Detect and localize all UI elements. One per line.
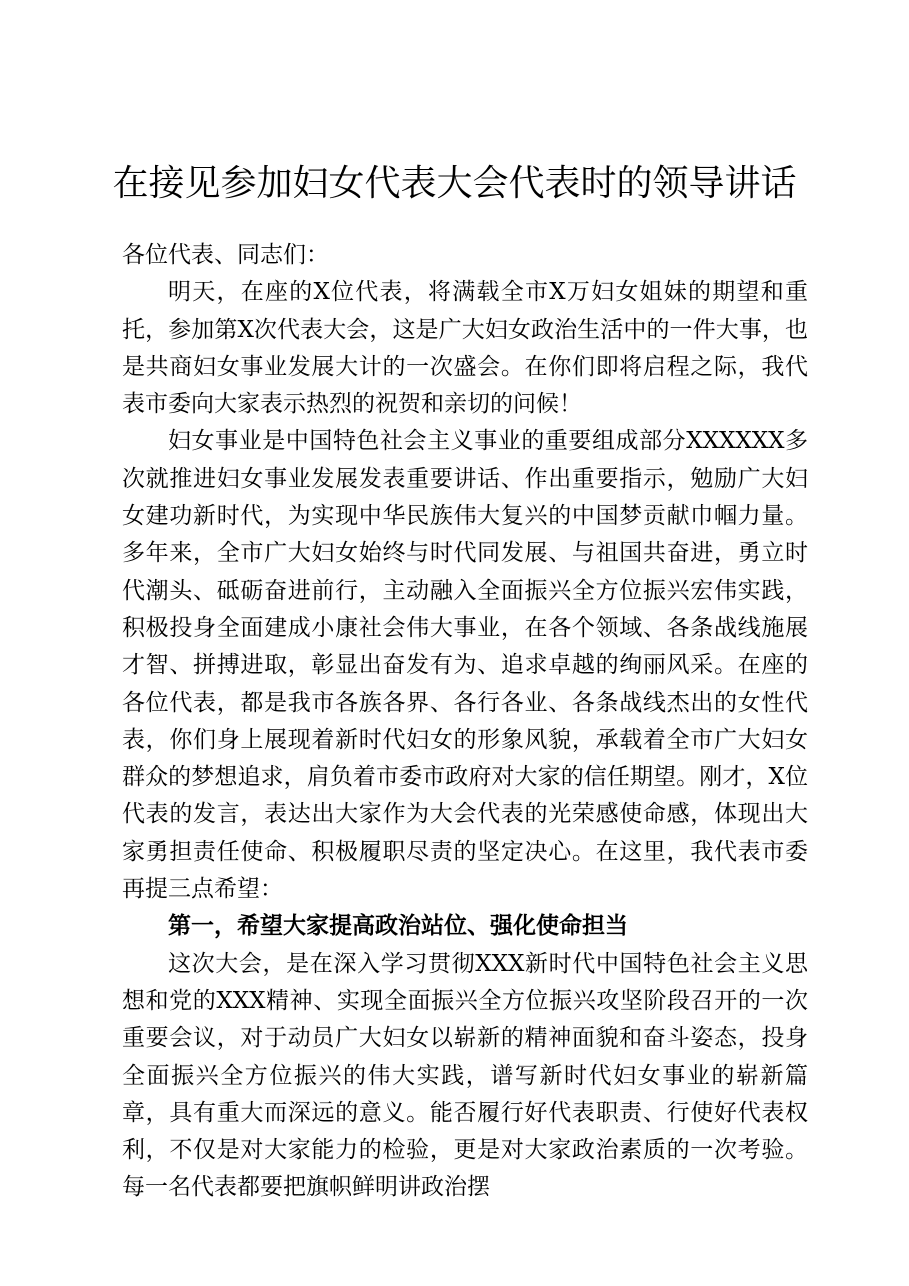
document-title: 在接见参加妇女代表大会代表时的领导讲话 [112, 163, 797, 204]
paragraph-2: 妇女事业是中国特色社会主义事业的重要组成部分XXXXXX多次就推进妇女事业发展发表重要讲话、作出重要指示，勉励广大妇女建功新时代，为实现中华民族伟大复兴的中国梦贡献巾帼力量。多年来，全市广大妇女始终与时代同发展、与祖国共奋进，勇立时代潮头、砥砺奋进前行，主动融入全面振兴全方位振兴宏伟实践，积极投身全面建成小康社会伟大事业，在各个领域、各条战线施展才智、拼搏进取，彰显出奋发有为、追求卓越的绚丽风采。在座的各位代表，都是我市各族各界、各行各业、各条战线杰出的女性代表，你们身上展现着新时代妇女的形象风貌，承载着全市广大妇女群众的梦想追求，肩负着市委市政府对大家的信任期望。刚才，X位代表的发言，表达出大家作为大会代表的光荣感使命感，体现出大家勇担责任使命、积极履职尽责的坚定决心。在这里，我代表市委再提三点希望： [122, 428, 808, 903]
section-paragraph-1: 这次大会，是在深入学习贯彻XXX新时代中国特色社会主义思想和党的XXX精神、实现全面振兴全方位振兴攻坚阶段召开的一次重要会议，对于动员广大妇女以崭新的精神面貌和奋斗姿态，投身全面振兴全方位振兴的伟大实践，谱写新时代妇女事业的崭新篇章，具有重大而深远的意义。能否履行好代表职责、行使好代表权利，不仅是对大家能力的检验，更是对大家政治素质的一次考验。每一名代表都要把旗帜鲜明讲政治摆 [122, 950, 808, 1201]
section-heading-1: 第一，希望大家提高政治站位、强化使命担当 [168, 913, 628, 940]
paragraph-1: 明天，在座的X位代表，将满载全市X万妇女姐妹的期望和重托，参加第X次代表大会，这是广大妇女政治生活中的一件大事，也是共商妇女事业发展大计的一次盛会。在你们即将启程之际，我代表市委向大家表示热烈的祝贺和亲切的问候！ [122, 279, 808, 418]
document-body [122, 237, 808, 1207]
salutation: 各位代表、同志们： [122, 242, 329, 268]
